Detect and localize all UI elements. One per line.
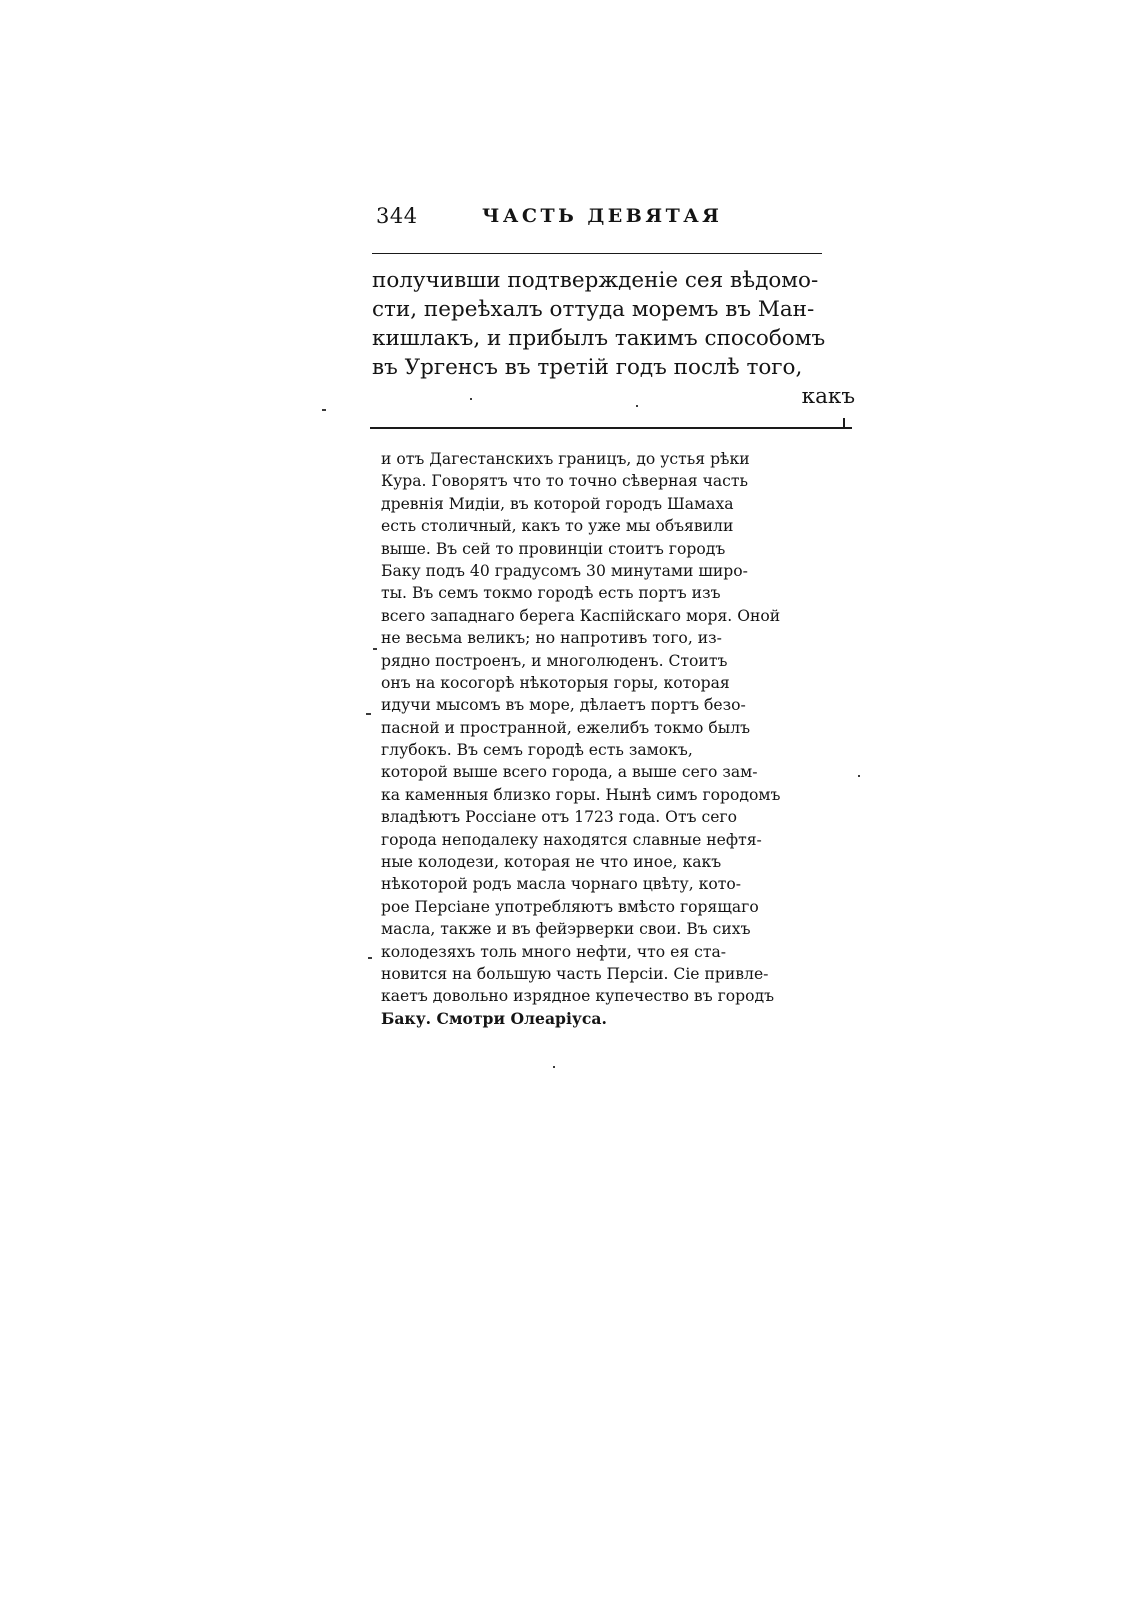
footnote-line: Кура. Говорятъ что то точно сѣверная часть [381,472,749,491]
footnote-line: пасной и пространной, ежелибъ токмо былъ [381,718,751,737]
footnote-line: города неподалеку находятся славные нефтя- [381,830,762,849]
footnote-line: Баку. Смотри Олеаріуса. [381,1008,607,1028]
footnote-line: ка каменныя близко горы. Нынѣ симъ городомъ [381,785,781,804]
main-text-line: сти, переѣхалъ оттуда моремъ въ Ман- [372,297,815,322]
main-text-line: въ Ургенсъ въ третій годъ послѣ того, [372,355,803,380]
footnote-line: и отъ Дагестанскихъ границъ, до устья рѣки [381,450,750,468]
footnote-line: рядно построенъ, и многолюденъ. Стоитъ [381,651,728,670]
footnote-line: ты. Въ семъ токмо городѣ есть портъ изъ [381,584,721,603]
footnote-line: нѣкоторой родъ масла чорнаго цвѣту, кото- [381,875,742,894]
scan-speck [470,398,472,400]
scan-speck [858,775,860,777]
footnote-line: ные колодези, которая не что иное, какъ [381,853,722,872]
footnote-line: Баку подъ 40 градусомъ 30 минутами широ- [381,561,748,580]
header-rule [372,253,822,254]
main-text-line: кишлакъ, и прибылъ такимъ способомъ [372,326,826,351]
footnote-line: идучи мысомъ въ море, дѣлаетъ портъ безо- [381,696,746,715]
footnote-line: не весьма великъ; но напротивъ того, из- [381,629,722,648]
footnote-line: масла, также и въ фейэрверки свои. Въ сихъ [381,920,751,939]
footnote-line: новится на большую часть Персіи. Сіе привле- [381,964,769,983]
scan-speck [373,648,377,650]
footnote-line: каетъ довольно изрядное купечество въ городъ [381,987,775,1006]
main-text-line: получивши подтвержденіе сея вѣдомо- [372,268,819,293]
scan-speck [366,713,371,715]
footnote-line: которой выше всего города, а выше сего зам- [381,763,758,782]
scan-speck [322,409,326,411]
section-title: ЧАСТЬ ДЕВЯТАЯ [482,205,723,227]
footnote-line: выше. Въ сей то провинціи стоитъ городъ [381,539,726,558]
footnote-block [381,448,861,1030]
footnote-rule-end-mark [843,418,845,428]
running-head [370,204,822,234]
footnote-line: онъ на косогорѣ нѣкоторыя горы, которая [381,673,730,692]
footnote-line: всего западнаго берега Каспійскаго моря. Оной [381,606,781,625]
main-text-block [372,266,855,411]
scan-speck [553,1066,555,1068]
footnote-line: есть столичный, какъ то уже мы объявили [381,517,734,536]
footnote-line: рое Персіане употребляютъ вмѣсто горящаго [381,897,759,916]
footnote-line: древнія Мидіи, въ которой городъ Шамаха [381,494,734,513]
scan-speck [368,957,372,959]
footnote-line: владѣютъ Россіане отъ 1723 года. Отъ сего [381,808,737,827]
footnote-line: колодезяхъ толь много нефти, что ея ста- [381,942,727,961]
scan-speck [636,405,638,407]
footnote-line: глубокъ. Въ семъ городѣ есть замокъ, [381,741,693,760]
page-number: 344 [376,204,418,228]
footnote-separator-rule [370,427,852,429]
catchword: какъ [801,384,855,409]
